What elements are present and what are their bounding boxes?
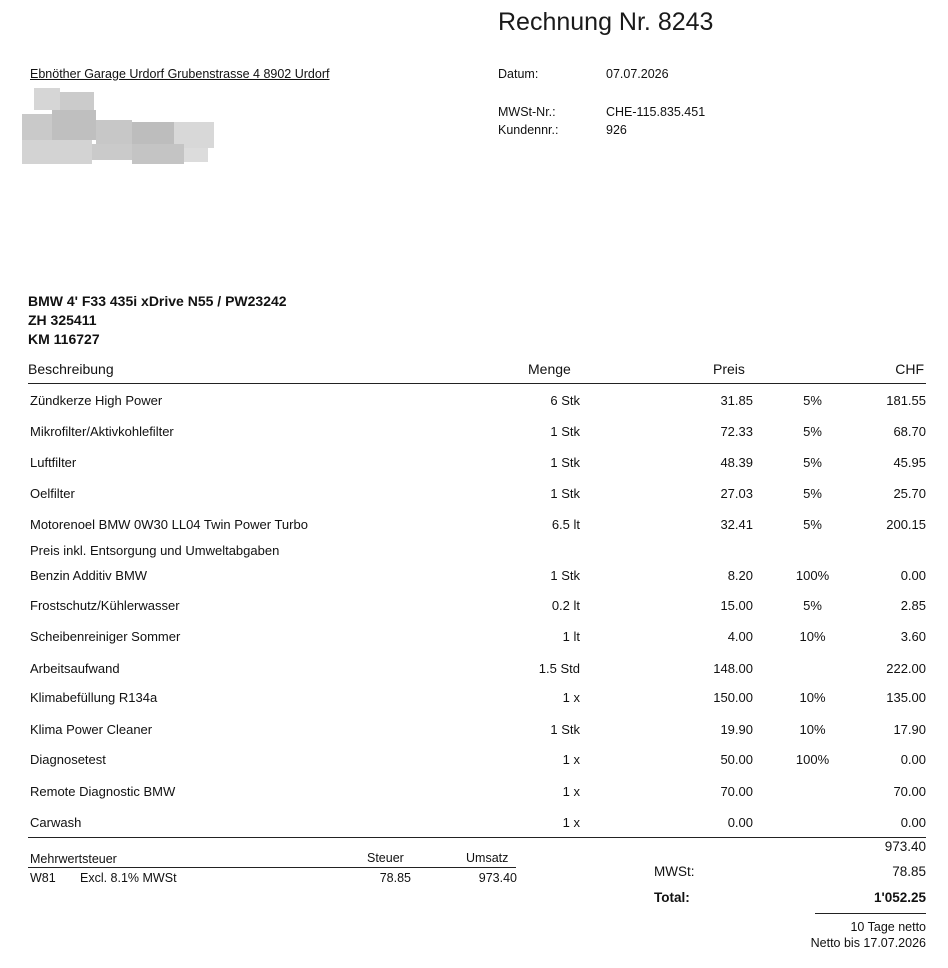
row-description: Remote Diagnostic BMW [30,784,176,799]
table-row [0,629,948,649]
row-price: 8.20 [727,568,753,583]
row-discount: 5% [803,486,822,501]
subtotal-value: 973.40 [884,839,926,854]
row-amount: 222.00 [886,661,926,676]
vat-total-label: MWSt: [654,864,695,879]
row-price: 4.00 [727,629,753,644]
row-description: Motorenoel BMW 0W30 LL04 Twin Power Turbo [30,517,308,532]
table-row [0,784,948,804]
row-amount: 181.55 [886,393,926,408]
table-bottom-divider [28,837,926,838]
row-price: 19.90 [720,722,753,737]
row-amount: 135.00 [886,690,926,705]
row-discount: 5% [803,517,822,532]
row-quantity: 1 x [562,752,580,767]
vat-table-header-label: Mehrwertsteuer [30,852,117,866]
row-price: 148.00 [713,661,753,676]
row-amount: 17.90 [893,722,926,737]
row-discount: 5% [803,598,822,613]
date-value: 07.07.2026 [606,67,669,81]
sender-address: Ebnöther Garage Urdorf Grubenstrasse 4 8902 Urdorf [30,67,330,81]
row-quantity: 1 Stk [550,455,580,470]
vehicle-info [28,292,287,349]
row-quantity: 1 Stk [550,568,580,583]
date-label: Datum: [498,67,539,81]
header-divider [28,383,926,384]
table-row [0,486,948,506]
table-row [0,722,948,742]
row-discount: 100% [795,568,830,583]
row-price: 50.00 [720,752,753,767]
row-price: 0.00 [727,815,753,830]
row-description: Mikrofilter/Aktivkohlefilter [30,424,174,439]
row-quantity: 0.2 lt [551,598,580,613]
row-discount: 5% [803,424,822,439]
table-row [0,598,948,618]
row-price: 70.00 [720,784,753,799]
row-price: 15.00 [720,598,753,613]
row-description: Diagnosetest [30,752,106,767]
grand-total-value: 1'052.25 [873,890,926,905]
col-header-description: Beschreibung [28,361,114,377]
table-row [0,393,948,413]
row-quantity: 6 Stk [550,393,580,408]
row-discount: 100% [795,752,830,767]
row-amount: 3.60 [900,629,926,644]
row-discount: 5% [803,455,822,470]
vat-total-value: 78.85 [892,864,926,879]
vat-description: Excl. 8.1% MWSt [80,871,177,885]
row-discount: 10% [799,690,826,705]
row-quantity: 1 x [562,815,580,830]
row-discount: 10% [799,629,826,644]
row-amount: 45.95 [893,455,926,470]
row-quantity: 1 Stk [550,722,580,737]
row-quantity: 1 lt [562,629,580,644]
row-description: Frostschutz/Kühlerwasser [30,598,180,613]
row-amount: 25.70 [893,486,926,501]
payment-terms: 10 Tage netto [850,920,926,934]
vat-turnover-amount: 973.40 [478,871,517,885]
row-price: 32.41 [720,517,753,532]
table-row [0,752,948,772]
row-description: Klimabefüllung R134a [30,690,158,705]
table-row [0,517,948,537]
row-description: Benzin Additiv BMW [30,568,148,583]
terms-divider [815,913,926,914]
payment-due-date: Netto bis 17.07.2026 [810,936,926,950]
row-description: Carwash [30,815,82,830]
row-price: 72.33 [720,424,753,439]
table-row [0,690,948,710]
table-row [0,661,948,681]
row-quantity: 1 x [562,690,580,705]
vat-number-label: MWSt-Nr.: [498,105,556,119]
col-header-quantity: Menge [528,361,571,377]
customer-number-value: 926 [606,123,627,137]
row-description: Klima Power Cleaner [30,722,153,737]
row-price: 150.00 [713,690,753,705]
row-discount: 10% [799,722,826,737]
row-description: Scheibenreiniger Sommer [30,629,181,644]
row-description: Arbeitsaufwand [30,661,120,676]
redacted-recipient-address [22,86,217,170]
row-price: 48.39 [720,455,753,470]
table-row [0,455,948,475]
table-row [0,815,948,835]
row-amount: 0.00 [900,568,926,583]
row-amount: 68.70 [893,424,926,439]
vat-code: W81 [30,871,56,885]
grand-total-label: Total: [654,890,690,905]
row-quantity: 1 Stk [550,486,580,501]
table-row [0,568,948,588]
customer-number-label: Kundennr.: [498,123,559,137]
row-amount: 200.15 [886,517,926,532]
row-amount: 70.00 [893,784,926,799]
row-description: Oelfilter [30,486,75,501]
row-amount: 0.00 [900,815,926,830]
col-header-price: Preis [713,361,745,377]
vat-table-divider [28,867,516,868]
vat-table-header-turnover: Umsatz [466,851,509,865]
vehicle-mileage: KM 116727 [28,331,100,347]
row-price: 31.85 [720,393,753,408]
row-quantity: 6.5 lt [551,517,580,532]
row-description: Luftfilter [30,455,77,470]
col-header-chf: CHF [895,361,924,377]
vehicle-model: BMW 4' F33 435i xDrive N55 / PW23242 [28,293,287,309]
invoice-title: Rechnung Nr. 8243 [498,8,714,36]
table-row [0,424,948,444]
row-quantity: 1 x [562,784,580,799]
row-description: Zündkerze High Power [30,393,163,408]
disposal-note: Preis inkl. Entsorgung und Umweltabgaben [30,543,280,558]
row-quantity: 1.5 Std [538,661,580,676]
row-quantity: 1 Stk [550,424,580,439]
row-price: 27.03 [720,486,753,501]
vat-tax-amount: 78.85 [379,871,411,885]
row-discount: 5% [803,393,822,408]
row-amount: 2.85 [900,598,926,613]
row-amount: 0.00 [900,752,926,767]
vat-number-value: CHE-115.835.451 [606,105,706,119]
vat-table-header-tax: Steuer [367,851,404,865]
vehicle-plate: ZH 325411 [28,312,97,328]
